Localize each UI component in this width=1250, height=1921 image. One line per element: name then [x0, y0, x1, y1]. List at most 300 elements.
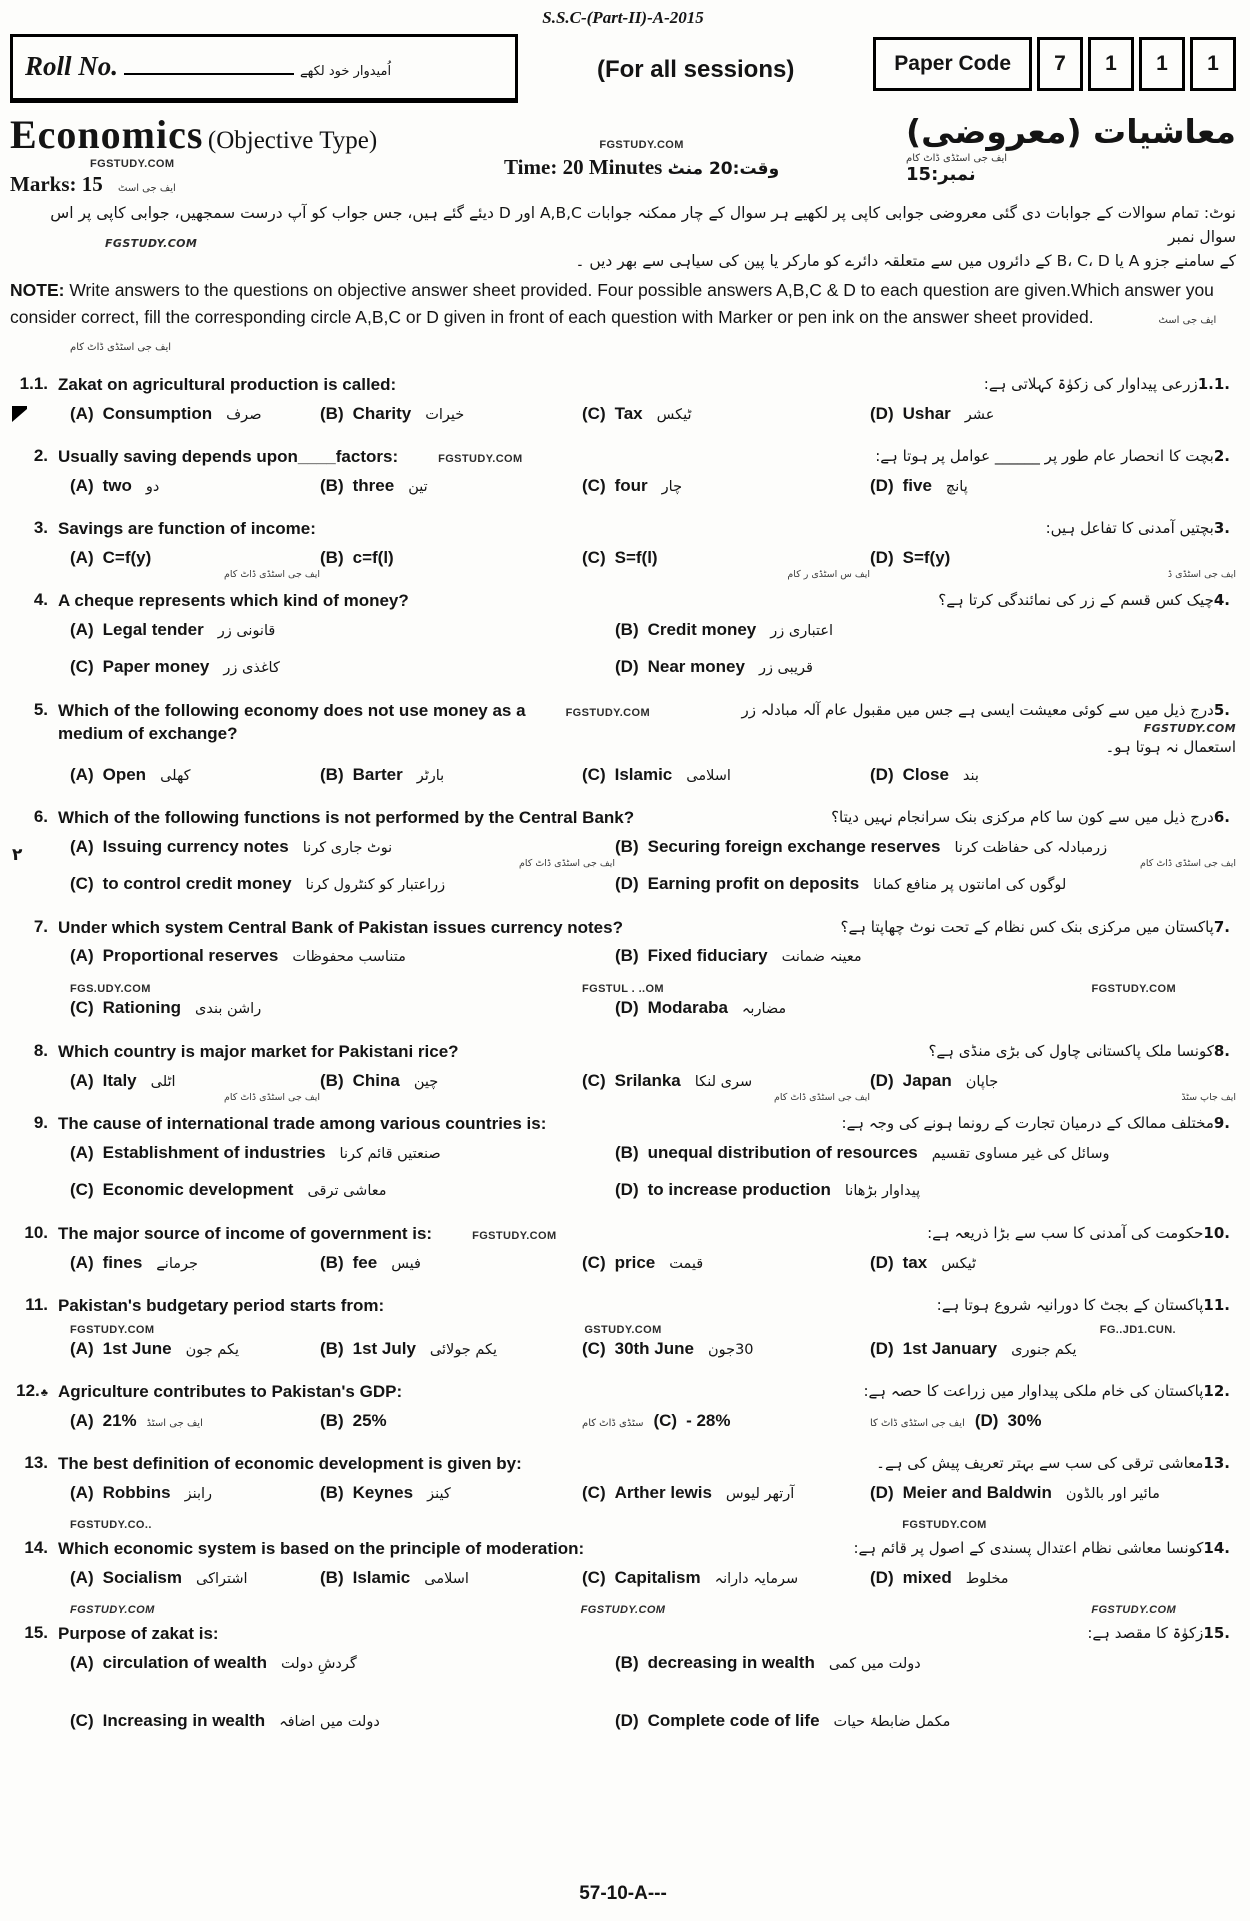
- options-row: [10, 1179, 1236, 1216]
- question-number: 2.: [33, 446, 48, 466]
- question-text-ur-wrap: [984, 374, 1236, 395]
- option-label-en: to increase production: [647, 1180, 831, 1200]
- subject-title: [10, 111, 377, 158]
- option-key: (C): [582, 548, 606, 568]
- header-row: [10, 34, 1236, 101]
- question-line-ur: [840, 917, 1236, 938]
- question-10: [10, 1223, 1236, 1288]
- option-label-en: Meier and Baldwin: [902, 1483, 1052, 1503]
- option-label-ur: عشر: [964, 407, 995, 424]
- option-b: [615, 619, 1236, 641]
- question-4: [10, 590, 1236, 693]
- option-label-ur: اسلامی: [686, 767, 731, 784]
- option-d: [870, 764, 1236, 786]
- option-key: (A): [70, 476, 94, 496]
- question-line-ur: [831, 807, 1236, 828]
- option-key: (B): [320, 1411, 344, 1431]
- question-head: [10, 446, 1236, 469]
- question-text-ur: زکوٰۃ کا مقصد ہے:: [1087, 1624, 1204, 1642]
- roll-number-box: [10, 34, 518, 101]
- option-label-ur: معاشی ترقی: [307, 1183, 387, 1200]
- watermark: FGSTUDY.COM: [438, 453, 523, 466]
- option-label-en: Consumption: [102, 404, 213, 424]
- option-d: [870, 1338, 1236, 1360]
- question-number-ur: .5: [1213, 701, 1230, 720]
- watermark-urdu: ایف جی اسٹڈی ڈاٹ کام: [70, 342, 172, 354]
- option-label-ur: اسلامی: [424, 1571, 469, 1587]
- watermark: FGSTUDY.COM: [599, 139, 684, 151]
- question-text-en: [58, 446, 523, 469]
- option-label-ur: مکمل ضابطۂ حیات: [833, 1713, 951, 1730]
- option-label-ur: اعتباری زر: [770, 623, 834, 640]
- question-text-en-wrap: [58, 374, 396, 397]
- option-label-ur: رابنز: [184, 1486, 213, 1503]
- question-text-ur-wrap: [841, 1113, 1236, 1134]
- option-c: [582, 475, 870, 497]
- options-row: [10, 1567, 1236, 1603]
- option-label-en: Japan: [902, 1071, 952, 1091]
- time-line: [504, 155, 779, 180]
- question-text-ur-wrap: [854, 1538, 1237, 1559]
- option-label-ur: گردشِ دولت: [280, 1655, 357, 1672]
- question-text-ur: کونسا ملک پاکستانی چاول کی بڑی منڈی ہے؟: [928, 1042, 1214, 1061]
- option-a: [70, 619, 615, 641]
- paper-code-digit: 1: [1088, 37, 1134, 91]
- option-c: [582, 1252, 870, 1274]
- option-label-en: Credit money: [647, 620, 757, 640]
- option-label-en: c=f(l): [352, 548, 394, 568]
- ink-mark: ٢: [12, 844, 23, 865]
- watermark-urdu: ایف جی اسٹ: [118, 183, 176, 194]
- question-text-en: Usually saving depends upon____factors:: [58, 447, 399, 467]
- option-label-en: 1st June: [102, 1339, 172, 1359]
- question-text-en: medium of exchange?: [58, 724, 238, 744]
- question-text-ur: کونسا معاشی نظام اعتدال پسندی کے اصول پر قائم ہے:: [853, 1539, 1204, 1558]
- question-text-en-wrap: [58, 917, 623, 940]
- options-row: [10, 873, 1236, 910]
- option-key: (C): [582, 1253, 606, 1273]
- title-center: [504, 111, 779, 180]
- question-number: 5.: [33, 700, 48, 720]
- option-c: [70, 997, 615, 1019]
- option-d: [870, 1567, 1236, 1589]
- watermark-urdu: ایف جی اسٹڈی ڈاٹ کا: [870, 1418, 965, 1430]
- watermark-urdu: ایف جی اسٹڈی ڈاٹ کام: [224, 1092, 320, 1104]
- option-label-en: unequal distribution of resources: [647, 1143, 918, 1163]
- question-text-ur: بچت کا انحصار عام طور پر ______ عوامل پر ہوتا ہے:: [875, 447, 1214, 466]
- question-text-ur: حکومت کی آمدنی کا سب سے بڑا ذریعہ ہے:: [927, 1224, 1204, 1243]
- roll-no-urdu-note: اُمیدوار خود لکھے: [300, 64, 392, 79]
- option-key: (C): [582, 404, 606, 424]
- question-number: 10.: [24, 1223, 48, 1243]
- option-key: (D): [870, 1568, 894, 1587]
- question-line-ur: [742, 700, 1237, 721]
- watermark-urdu: ایف جی اسٹ: [1158, 315, 1217, 327]
- question-head: [10, 1113, 1236, 1136]
- options-row: [10, 836, 1236, 873]
- option-b: [615, 836, 1236, 870]
- option-label-ur: کھلی: [160, 767, 191, 784]
- question-number-ur: .15: [1203, 1624, 1230, 1642]
- option-d: [615, 873, 1236, 895]
- question-line-ur: [928, 1041, 1236, 1062]
- option-key: (B): [320, 764, 344, 784]
- option-label-ur: ٹیکس: [656, 407, 692, 424]
- question-text-ur-wrap: [831, 807, 1236, 828]
- question-text-en-wrap: [58, 807, 634, 830]
- note-text: Write answers to the questions on objective answer sheet provided. Four possible answers A,B,C & D to each question are given.Which answer you consider correct, fill the corresponding circle A,B,C or D given in front of each question with Marker or pen ink on the answer sheet provided.: [10, 280, 1214, 328]
- option-label-ur: قریبی زر: [758, 660, 813, 677]
- question-number-ur: .11: [1203, 1296, 1230, 1315]
- option-label-ur: دولت میں اضافہ: [279, 1713, 380, 1730]
- option-a: [70, 547, 320, 581]
- watermark: FGSTUDY.COM: [90, 158, 175, 170]
- roll-no-blank-line: [124, 53, 294, 75]
- option-label-ur: بارٹر: [416, 767, 445, 784]
- question-text-en: Agriculture contributes to Pakistan's GDP:: [58, 1382, 403, 1402]
- option-b: [615, 1652, 1236, 1674]
- option-c: [582, 403, 870, 425]
- option-a: [70, 1142, 615, 1164]
- option-label-ur: مائیر اور بالڈون: [1065, 1486, 1160, 1503]
- options-row: [10, 475, 1236, 511]
- option-label-ur: قیمت: [669, 1256, 704, 1273]
- question-number-ur: .13: [1203, 1454, 1230, 1473]
- options-row: [10, 1410, 1236, 1446]
- question-7: [10, 917, 1236, 1035]
- options-row: [10, 1070, 1236, 1106]
- option-c: [582, 1338, 870, 1360]
- question-number-ur: .3: [1213, 519, 1230, 538]
- option-key: (C): [582, 1071, 606, 1091]
- question-text-en: A cheque represents which kind of money?: [58, 591, 409, 611]
- paper-code-label: Paper Code: [873, 37, 1032, 91]
- option-key: (C): [70, 1710, 94, 1730]
- question-text-en: [58, 807, 634, 830]
- question-line-ur: [938, 590, 1236, 611]
- ink-mark: ♣: [40, 1387, 48, 1400]
- question-9: [10, 1113, 1236, 1216]
- watermark: GSTUDY.COM: [584, 1324, 662, 1337]
- question-text-en: Zakat on agricultural production is called:: [58, 375, 397, 395]
- option-key: (B): [320, 404, 344, 424]
- option-label-ur: زرمبادلہ کی حفاظت کرنا: [954, 839, 1108, 856]
- watermark: FGSTUDY.COM: [1091, 1604, 1177, 1616]
- option-key: (B): [320, 548, 344, 568]
- option-label-en: price: [614, 1253, 656, 1273]
- option-label-en: mixed: [902, 1568, 952, 1587]
- question-text-en: [58, 1623, 219, 1646]
- roll-no-label: Roll No.: [25, 51, 119, 81]
- question-text-en: [58, 1113, 546, 1136]
- question-3: [10, 518, 1236, 583]
- option-label-ur: صرف: [226, 407, 262, 424]
- option-label-en: Keynes: [352, 1483, 414, 1503]
- options-row: [10, 1252, 1236, 1288]
- option-key: (D): [870, 476, 894, 496]
- question-text-ur-wrap: [875, 446, 1236, 467]
- question-number-ur: .8: [1213, 1042, 1230, 1061]
- option-label-en: Proportional reserves: [102, 946, 279, 966]
- option-label-ur: دولت میں کمی: [828, 1655, 921, 1672]
- option-key: (B): [615, 1652, 639, 1672]
- option-label-en: Arther lewis: [614, 1483, 712, 1503]
- option-label-ur: یکم جولائی: [429, 1342, 498, 1359]
- option-label-en: Srilanka: [614, 1071, 681, 1091]
- question-14: [10, 1538, 1236, 1616]
- question-head: [10, 700, 1236, 757]
- option-label-en: 25%: [352, 1411, 387, 1431]
- question-text-en-wrap: [58, 518, 316, 541]
- option-key: (C): [582, 764, 606, 784]
- option-label-en: Legal tender: [102, 620, 204, 640]
- option-label-en: Establishment of industries: [102, 1143, 326, 1163]
- question-text-en-wrap: [58, 1623, 219, 1646]
- option-label-ur: سری لنکا: [694, 1074, 753, 1091]
- option-label-ur: سرمایہ دارانہ: [714, 1571, 799, 1587]
- option-a: [70, 1482, 320, 1504]
- question-text-ur: زرعی پیداوار کی زکوٰۃ کہلاتی ہے:: [983, 375, 1198, 394]
- option-key: (B): [320, 1071, 344, 1091]
- option-label-ur: چار: [661, 479, 683, 496]
- option-key: (D): [615, 1180, 639, 1200]
- option-a: [70, 764, 320, 786]
- option-d: [870, 1410, 1236, 1432]
- option-key: (B): [320, 1339, 344, 1359]
- question-12: [10, 1381, 1236, 1446]
- question-text-en-wrap: [58, 590, 409, 613]
- option-label-ur: پیداوار بڑھانا: [844, 1183, 921, 1200]
- question-line-ur: [876, 1453, 1236, 1474]
- watermark: FGSTUDY.COM: [70, 1324, 155, 1337]
- question-number: 14.: [24, 1538, 48, 1558]
- option-d: [870, 1482, 1236, 1504]
- option-label-ur: خیرات: [425, 407, 465, 424]
- option-label-en: Economic development: [102, 1180, 294, 1200]
- option-d: [615, 656, 1236, 678]
- option-label-en: Robbins: [102, 1483, 171, 1503]
- question-line-ur: [1087, 1623, 1236, 1644]
- option-a: [70, 836, 615, 870]
- question-8: [10, 1041, 1236, 1106]
- title-right: [906, 111, 1236, 185]
- option-label-en: Capitalism: [614, 1568, 701, 1587]
- question-number-ur: .10: [1203, 1224, 1230, 1243]
- option-label-en: Near money: [647, 657, 745, 677]
- question-head: [10, 1223, 1236, 1246]
- option-b: [615, 1142, 1236, 1164]
- watermark: FGSTUDY.COM: [70, 1604, 155, 1616]
- option-key: (D): [870, 764, 894, 784]
- option-d: [870, 475, 1236, 497]
- option-key: (A): [70, 548, 94, 568]
- question-text-ur: معاشی ترقی کی سب سے بہتر تعریف پیش کی ہے۔: [876, 1454, 1204, 1473]
- question-text-en: Which of the following functions is not performed by the Central Bank?: [58, 807, 635, 827]
- question-text-en: The cause of international trade among various countries is:: [58, 1114, 547, 1134]
- question-6: [10, 807, 1236, 910]
- option-label-en: tax: [902, 1253, 928, 1273]
- title-row: [10, 111, 1236, 197]
- option-label-ur: مضاربہ: [741, 1001, 787, 1018]
- options-row: [10, 1142, 1236, 1179]
- option-d: [870, 1070, 1236, 1104]
- option-key: (D): [974, 1411, 999, 1431]
- option-d: [870, 403, 1236, 425]
- question-text-en: Which country is major market for Pakistani rice?: [58, 1042, 459, 1062]
- question-text-en: The best definition of economic development is given by:: [58, 1454, 522, 1474]
- option-label-ur: دو: [145, 479, 160, 496]
- question-text-en: [58, 590, 409, 613]
- question-number: 11.: [25, 1295, 48, 1315]
- watermark-row: [10, 983, 1236, 995]
- option-label-ur: فیس: [391, 1256, 421, 1273]
- option-label-en: Securing foreign exchange reserves: [647, 836, 941, 856]
- option-label-ur: تین: [408, 479, 428, 496]
- question-text-ur-wrap: [937, 1295, 1236, 1316]
- question-head: [10, 374, 1236, 397]
- question-15: [10, 1623, 1236, 1768]
- option-key: (A): [70, 836, 94, 856]
- option-key: (A): [70, 946, 94, 966]
- option-label-en: five: [902, 476, 932, 496]
- subject-name-urdu: معاشیات (معروضی): [906, 112, 1236, 151]
- option-b: [615, 945, 1236, 967]
- question-number-ur: .7: [1213, 917, 1230, 936]
- option-label-ur: بند: [962, 767, 979, 784]
- option-key: (C): [582, 476, 606, 496]
- option-label-en: three: [352, 476, 395, 496]
- option-label-ur: متناسب محفوظات: [292, 949, 406, 966]
- watermark: FGSTUDY.COM: [472, 1230, 557, 1243]
- question-text-ur: پاکستان کے بجٹ کا دورانیہ شروع ہوتا ہے:: [936, 1296, 1204, 1315]
- option-key: (C): [70, 1180, 94, 1200]
- page-footer-code: 57-10-A---: [579, 1883, 667, 1904]
- question-line-ur: [841, 1113, 1236, 1134]
- watermark-urdu: ایف جی اسٹڈی ڈاٹ کام: [519, 857, 615, 869]
- option-label-en: four: [614, 476, 648, 496]
- watermark: FGSTUL . ..OM: [582, 983, 664, 996]
- options-row: [10, 1338, 1236, 1374]
- question-line-ur: [854, 1538, 1237, 1559]
- option-label-ur: لوگوں کی امانتوں پر منافع کمانا: [873, 876, 1067, 893]
- options-row: [10, 1710, 1236, 1768]
- options-row: [10, 656, 1236, 693]
- option-b: [320, 1567, 582, 1589]
- option-key: (B): [615, 1143, 639, 1163]
- option-label-en: - 28%: [686, 1411, 731, 1431]
- option-b: [320, 1410, 582, 1432]
- option-c: [582, 1567, 870, 1589]
- option-c: [582, 1410, 870, 1432]
- question-text-ur: درج ذیل میں سے کوئی معیشت ایسی ہے جس میں مقبول عام آلہ مبادلہ زر: [741, 701, 1214, 720]
- question-text-ur: پاکستان میں مرکزی بنک کس نظام کے تحت نوٹ چھاپتا ہے؟: [840, 917, 1214, 936]
- option-label-en: Close: [902, 764, 949, 784]
- question-5: [10, 700, 1236, 799]
- option-b: [320, 764, 582, 786]
- watermark-urdu: ایف س اسٹڈی ر کام: [787, 569, 870, 581]
- question-text-ur-wrap: [927, 1223, 1236, 1244]
- question-text-ur-wrap: [863, 1381, 1236, 1402]
- option-label-en: 1st July: [352, 1339, 416, 1359]
- question-text-en: Purpose of zakat is:: [58, 1624, 219, 1643]
- option-key: (D): [615, 873, 639, 893]
- question-head: [10, 1453, 1236, 1476]
- option-d: [870, 547, 1236, 581]
- paper-code-digit: 1: [1190, 37, 1236, 91]
- paper-code-box: [873, 37, 1236, 91]
- option-label-en: Modaraba: [647, 998, 728, 1018]
- question-number: 8.: [33, 1041, 48, 1061]
- watermark: FGSTUDY.COM: [1143, 722, 1236, 736]
- question-number-ur: .1.1: [1197, 375, 1230, 394]
- question-text-ur: بچتیں آمدنی کا تفاعل ہیں:: [1045, 519, 1214, 538]
- question-text-en-wrap: [58, 1453, 522, 1476]
- option-label-en: 30%: [1007, 1411, 1042, 1431]
- option-key: (D): [870, 1253, 894, 1273]
- option-key: (A): [70, 764, 94, 784]
- time-label: Time: 20 Minutes: [504, 155, 663, 179]
- option-d: [615, 997, 1236, 1019]
- option-label-en: two: [102, 476, 132, 496]
- questions-list: [10, 374, 1236, 1883]
- question-2: [10, 446, 1236, 511]
- question-text-en: [58, 518, 316, 541]
- option-label-en: fines: [102, 1253, 143, 1273]
- option-a: [70, 1070, 320, 1104]
- option-d: [615, 1179, 1236, 1201]
- question-number: 9.: [33, 1113, 48, 1133]
- watermark: FGSTUDY.COM: [1091, 983, 1177, 996]
- option-label-ur: یکم جنوری: [1011, 1342, 1077, 1359]
- option-b: [320, 1482, 582, 1504]
- option-key: (A): [70, 620, 94, 640]
- option-label-en: Rationing: [102, 998, 181, 1018]
- question-1-1: [10, 374, 1236, 439]
- question-text-en-wrap: [58, 1223, 557, 1246]
- option-key: (B): [320, 1568, 344, 1587]
- option-label-en: Islamic: [352, 1568, 411, 1587]
- question-text-ur-wrap: [928, 1041, 1236, 1062]
- option-key: (A): [70, 1071, 94, 1091]
- title-left: [10, 111, 377, 197]
- watermark-urdu: ایف جی اسٹڈی ڈاٹ کام: [906, 152, 1008, 164]
- option-label-en: to control credit money: [102, 873, 292, 893]
- option-key: (A): [70, 1568, 94, 1587]
- question-text-en: [58, 917, 623, 940]
- option-c: [70, 873, 615, 895]
- question-text-en: [58, 1538, 584, 1561]
- question-text-ur-wrap: [1087, 1623, 1236, 1644]
- question-line-ur: [927, 1223, 1236, 1244]
- question-text-en-wrap: [58, 1538, 584, 1561]
- option-b: [320, 1070, 582, 1092]
- option-c: [70, 656, 615, 678]
- question-number-ur: .14: [1203, 1539, 1230, 1558]
- option-label-ur: راشن بندی: [195, 1001, 262, 1018]
- options-row: [10, 1652, 1236, 1710]
- watermark: FGSTUDY.COM: [580, 1604, 666, 1616]
- watermark-row: [10, 1324, 1236, 1336]
- question-number-ur: .4: [1213, 591, 1230, 610]
- question-head: [10, 590, 1236, 613]
- option-label-en: Ushar: [902, 404, 951, 424]
- option-key: (C): [70, 657, 94, 677]
- question-head: [10, 1538, 1236, 1561]
- watermark-urdu: ایف جی اسٹڈی ڈ: [1167, 569, 1236, 581]
- watermark: FG..JD1.CUN.: [1099, 1324, 1177, 1337]
- paper-code-digit: 7: [1037, 37, 1083, 91]
- option-a: [70, 1252, 320, 1274]
